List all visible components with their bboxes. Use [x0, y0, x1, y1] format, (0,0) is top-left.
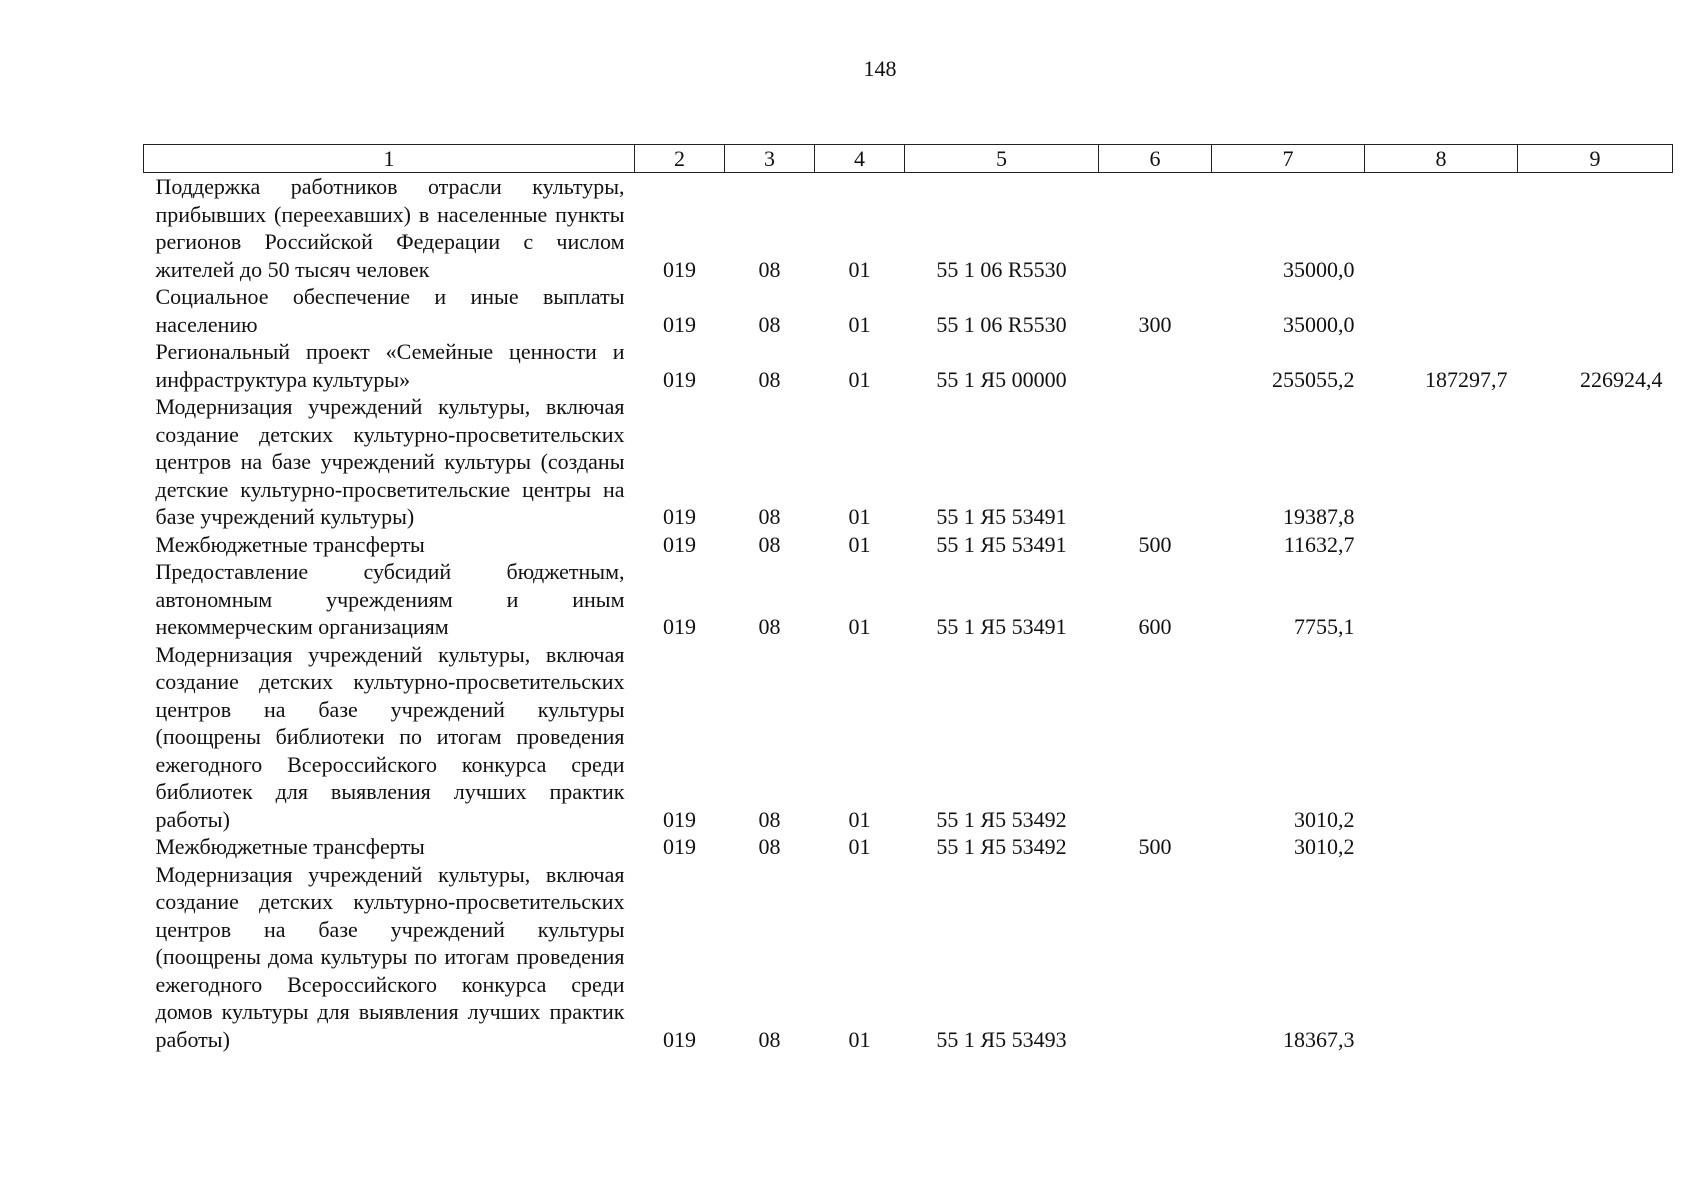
subsection-code-cell: 01	[848, 311, 871, 337]
target-article-cell: 55 1 Я5 53491	[936, 504, 1067, 529]
amount-year3-cell	[1518, 283, 1673, 338]
amount-year1-cell: 11632,7	[1283, 531, 1355, 557]
amount-year3-cell	[1518, 641, 1673, 834]
column-header: 2	[635, 145, 725, 173]
target-article-cell: 55 1 Я5 00000	[936, 366, 1067, 392]
table-row	[144, 833, 1673, 861]
expense-type-cell: 500	[1138, 834, 1172, 859]
column-header: 3	[725, 145, 815, 173]
amount-year2-cell	[1365, 861, 1518, 1054]
section-code-cell: 08	[758, 531, 781, 557]
amount-year1-cell: 35000,0	[1283, 311, 1355, 337]
target-article-cell: 55 1 Я5 53492	[936, 834, 1067, 859]
table-row	[144, 861, 1673, 1054]
section-code-cell: 08	[758, 834, 781, 859]
item-name: Модернизация учреждений культуры, включая создание детских культурно-просветительских центров на базе учреждений культуры (поощрены библиотеки по итогам проведения ежегодного Всероссийского конкурса среди библиотек для выявления лучших практик работы)	[155, 641, 625, 832]
target-article-cell: 55 1 Я5 53492	[936, 806, 1067, 832]
subsection-code-cell: 01	[848, 366, 871, 392]
amount-year1-cell: 255055,2	[1272, 366, 1355, 392]
item-name: Предоставление субсидий бюджетным, автономным учреждениям и иным некоммерческим организациям	[155, 559, 625, 639]
amount-year2-cell: 187297,7	[1425, 366, 1508, 392]
ministry-code-cell: 019	[663, 614, 696, 639]
budget-table	[143, 144, 1673, 1053]
amount-year1-cell: 18367,3	[1283, 1026, 1355, 1052]
amount-year3-cell	[1518, 833, 1673, 861]
target-article-cell: 55 1 06 R5530	[936, 256, 1067, 282]
expense-type-cell	[1099, 173, 1212, 284]
table-row	[144, 173, 1673, 284]
ministry-code-cell: 019	[663, 311, 696, 337]
ministry-code-cell: 019	[663, 256, 696, 282]
item-name: Межбюджетные трансферты	[155, 531, 425, 557]
table-row	[144, 393, 1673, 531]
subsection-code-cell: 01	[848, 834, 871, 859]
item-name: Поддержка работников отрасли культуры, прибывших (переехавших) в населенные пункты регионов Российской Федерации с числом жителей до 50 тысяч человек	[155, 174, 625, 282]
ministry-code-cell: 019	[663, 531, 696, 557]
item-name: Модернизация учреждений культуры, включая создание детских культурно-просветительских центров на базе учреждений культуры (поощрены дома культуры по итогам проведения ежегодного Всероссийского конкурса среди домов культуры для выявления лучших практик работы)	[155, 861, 625, 1052]
expense-type-cell	[1099, 338, 1212, 393]
amount-year3-cell	[1518, 531, 1673, 559]
column-header: 6	[1099, 145, 1212, 173]
subsection-code-cell: 01	[848, 806, 871, 832]
subsection-code-cell: 01	[848, 614, 871, 639]
section-code-cell: 08	[758, 311, 781, 337]
expense-type-cell	[1099, 393, 1212, 531]
table-body	[144, 173, 1673, 1054]
target-article-cell: 55 1 Я5 53491	[936, 531, 1067, 557]
amount-year2-cell	[1365, 393, 1518, 531]
item-name-cell	[144, 338, 635, 393]
table-row	[144, 531, 1673, 559]
amount-year1-cell: 3010,2	[1294, 834, 1355, 859]
column-header: 7	[1212, 145, 1365, 173]
section-code-cell: 08	[758, 614, 781, 639]
amount-year1-cell: 35000,0	[1283, 256, 1355, 282]
item-name-cell	[144, 393, 635, 531]
item-name-cell	[144, 558, 635, 641]
amount-year1-cell: 3010,2	[1294, 806, 1355, 832]
table-row	[144, 283, 1673, 338]
expense-type-cell	[1099, 861, 1212, 1054]
column-header: 4	[815, 145, 905, 173]
column-header: 9	[1518, 145, 1673, 173]
subsection-code-cell: 01	[848, 1026, 871, 1052]
section-code-cell: 08	[758, 806, 781, 832]
item-name: Региональный проект «Семейные ценности и инфраструктура культуры»	[155, 339, 625, 392]
subsection-code-cell: 01	[848, 256, 871, 282]
amount-year2-cell	[1365, 641, 1518, 834]
expense-type-cell: 300	[1138, 311, 1172, 337]
amount-year2-cell	[1365, 283, 1518, 338]
amount-year3-cell	[1518, 393, 1673, 531]
column-header: 1	[144, 145, 635, 173]
amount-year2-cell	[1365, 833, 1518, 861]
amount-year1-cell: 19387,8	[1283, 504, 1355, 529]
table-row	[144, 338, 1673, 393]
table-row	[144, 641, 1673, 834]
column-header: 8	[1365, 145, 1518, 173]
item-name: Социальное обеспечение и иные выплаты населению	[155, 284, 625, 337]
item-name-cell	[144, 173, 635, 284]
expense-type-cell: 600	[1138, 614, 1172, 639]
amount-year3-cell	[1518, 173, 1673, 284]
section-code-cell: 08	[758, 366, 781, 392]
item-name: Модернизация учреждений культуры, включая создание детских культурно-просветительских центров на базе учреждений культуры (созданы детские культурно-просветительские центры на базе учреждений культуры)	[155, 394, 625, 529]
target-article-cell: 55 1 Я5 53493	[936, 1026, 1067, 1052]
item-name-cell	[144, 861, 635, 1054]
section-code-cell: 08	[758, 1026, 781, 1052]
amount-year1-cell: 7755,1	[1294, 614, 1355, 639]
amount-year2-cell	[1365, 531, 1518, 559]
amount-year3-cell	[1518, 861, 1673, 1054]
subsection-code-cell: 01	[848, 504, 871, 529]
ministry-code-cell: 019	[663, 834, 696, 859]
item-name-cell	[144, 283, 635, 338]
section-code-cell: 08	[758, 504, 781, 529]
expense-type-cell: 500	[1138, 531, 1172, 557]
subsection-code-cell: 01	[848, 531, 871, 557]
table-row	[144, 558, 1673, 641]
target-article-cell: 55 1 06 R5530	[936, 311, 1067, 337]
page-number: 148	[863, 56, 897, 81]
amount-year2-cell	[1365, 558, 1518, 641]
column-header: 5	[905, 145, 1099, 173]
amount-year3-cell	[1518, 558, 1673, 641]
section-code-cell: 08	[758, 256, 781, 282]
amount-year2-cell	[1365, 173, 1518, 284]
amount-year3-cell: 226924,4	[1580, 366, 1663, 392]
expense-type-cell	[1099, 641, 1212, 834]
item-name: Межбюджетные трансферты	[155, 834, 425, 859]
ministry-code-cell: 019	[663, 806, 696, 832]
item-name-cell	[144, 531, 635, 559]
item-name-cell	[144, 641, 635, 834]
ministry-code-cell: 019	[663, 1026, 696, 1052]
ministry-code-cell: 019	[663, 366, 696, 392]
ministry-code-cell: 019	[663, 504, 696, 529]
item-name-cell	[144, 833, 635, 861]
target-article-cell: 55 1 Я5 53491	[936, 614, 1067, 639]
column-number-row	[144, 145, 1673, 173]
